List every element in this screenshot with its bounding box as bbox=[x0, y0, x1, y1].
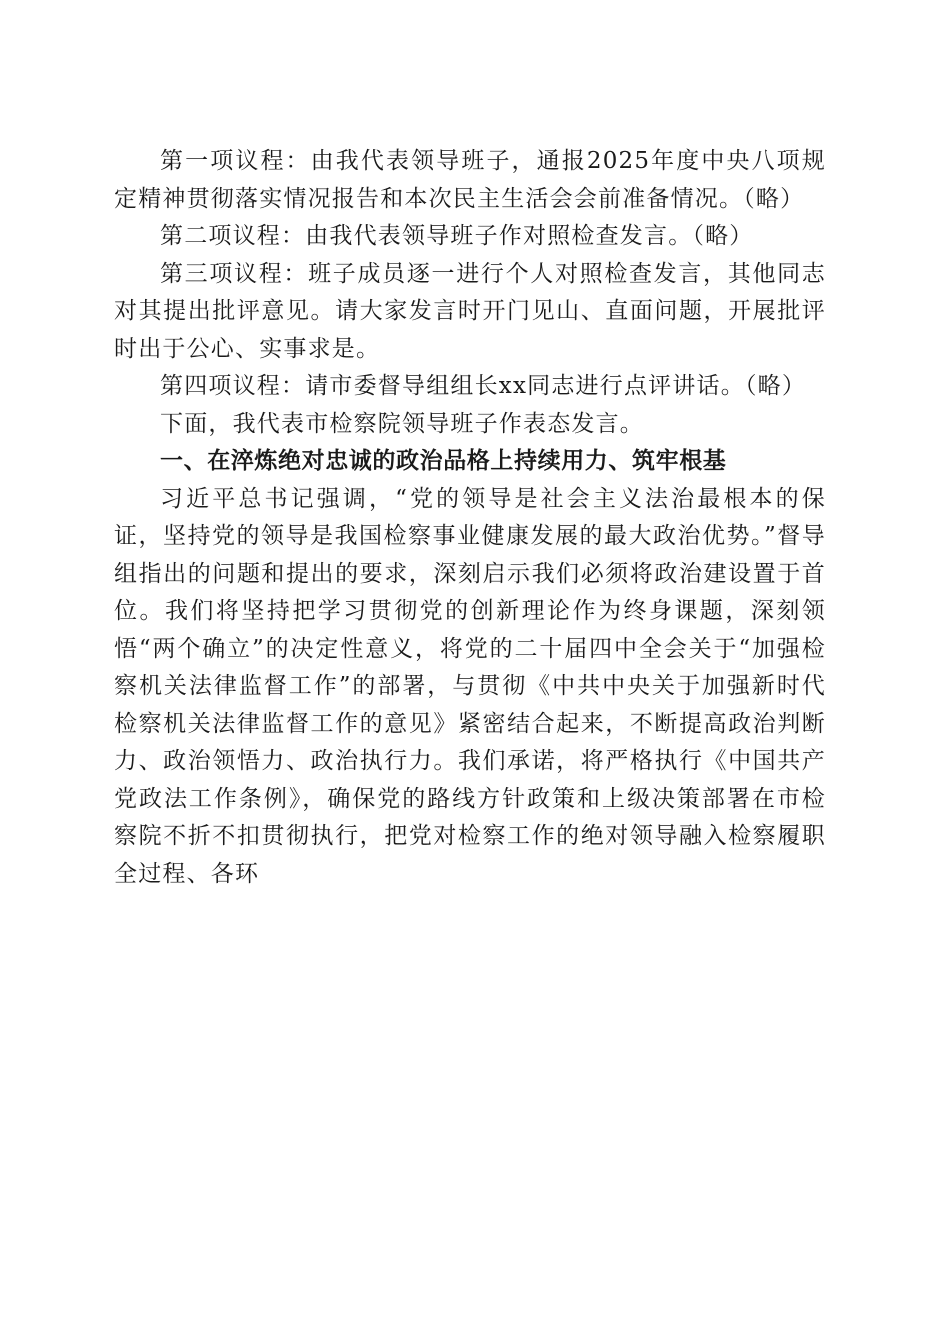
agenda-item-2: 第二项议程：由我代表领导班子作对照检查发言。（略） bbox=[160, 223, 754, 249]
body-paragraph: 习近平总书记强调，“党的领导是社会主义法治最根本的保证，坚持党的领导是我国检察事业健康发展的最大政治优势。”督导组指出的问题和提出的要求，深刻启示我们必须将政治建设置于首位。我们将坚持把学习贯彻党的创新理论作为终身课题，深刻领悟“两个确立”的决定性意义，将党的二十届四中全会关于“加强检察机关法律监督工作”的部署，与贯彻《中共中央关于加强新时代检察机关法律监督工作的意见》紧密结合起来，不断提高政治判断力、政治领悟力、政治执行力。我们承诺，将严格执行《中国共产党政法工作条例》，确保党的路线方针政策和上级决策部署在市检察院不折不扣贯彻执行，把党对检察工作的绝对领导融入检察履职全过程、各环 bbox=[114, 485, 826, 887]
agenda-item-4: 第四项议程：请市委督导组组长xx同志进行点评讲话。（略） bbox=[160, 373, 807, 399]
section-heading: 一、在淬炼绝对忠诚的政治品格上持续用力、筑牢根基 bbox=[160, 448, 727, 474]
document-body bbox=[114, 143, 826, 893]
agenda-item-1: 第一项议程：由我代表领导班子，通报2025年度中央八项规定精神贯彻落实情况报告和本次民主生活会会前准备情况。（略） bbox=[114, 148, 826, 212]
transition-paragraph: 下面，我代表市检察院领导班子作表态发言。 bbox=[160, 410, 644, 437]
agenda-item-3: 第三项议程：班子成员逐一进行个人对照检查发言，其他同志对其提出批评意见。请大家发言时开门见山、直面问题，开展批评时出于公心、实事求是。 bbox=[114, 260, 826, 362]
